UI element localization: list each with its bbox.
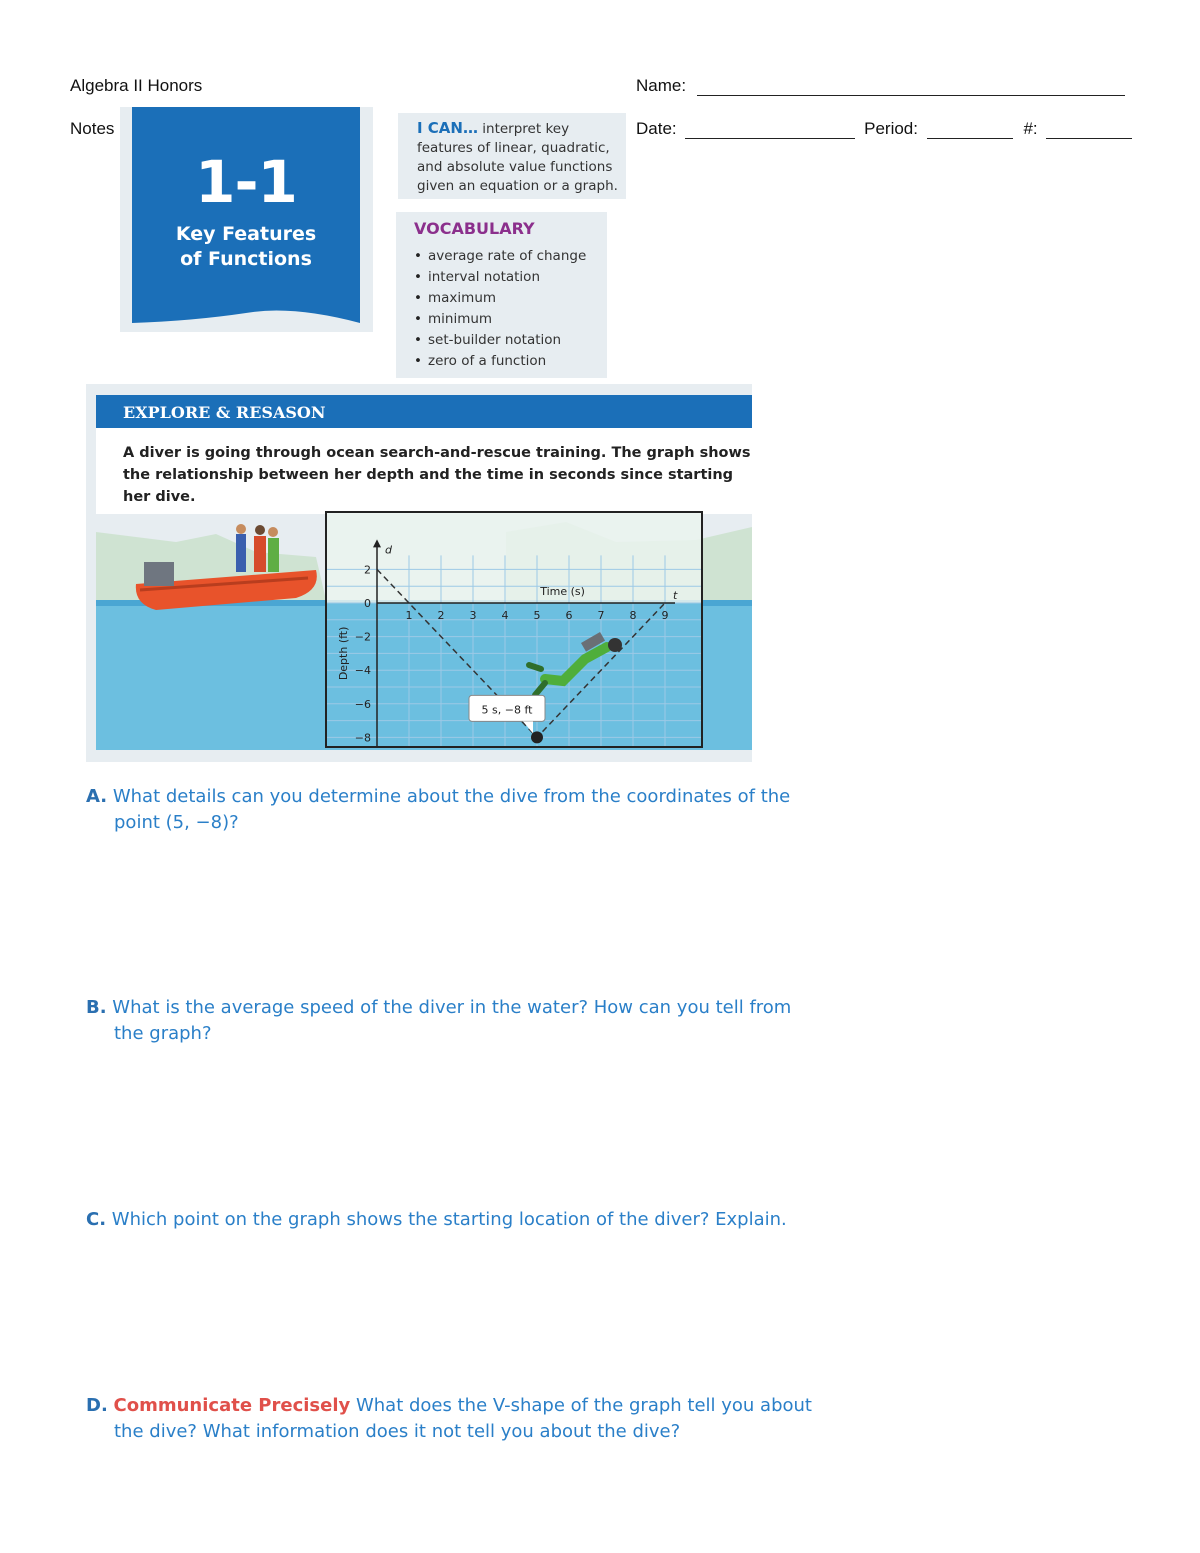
question-a (86, 784, 846, 836)
date-label: Date: (636, 119, 677, 138)
vocabulary-title: VOCABULARY (414, 219, 535, 238)
x-tick-label: 1 (405, 609, 413, 622)
lesson-title-line1: Key Features (175, 223, 317, 245)
explore-title: EXPLORE & RESASON (123, 403, 326, 422)
lesson-title (132, 222, 360, 272)
question-text-cont: point (5, −8)? (114, 812, 239, 833)
x-tick-label: 7 (597, 609, 605, 622)
y-tick-label: −8 (354, 731, 371, 745)
notes-label: Notes (70, 119, 115, 138)
y-tick-label: 2 (364, 563, 371, 577)
lesson-number: 1-1 (195, 148, 297, 216)
number-field[interactable] (1046, 120, 1132, 139)
vocab-item: • interval notation (414, 267, 586, 288)
vocab-item: • zero of a function (414, 351, 586, 372)
name-row (636, 76, 1125, 96)
name-label: Name: (636, 76, 687, 95)
question-c (86, 1207, 846, 1233)
data-point (531, 731, 543, 743)
x-tick-label: 8 (629, 609, 637, 622)
question-letter: C. (86, 1209, 107, 1230)
explore-intro-line2: the relationship between her depth and the time in seconds since starting (123, 467, 734, 483)
y-tick-label: 0 (364, 597, 371, 610)
vocab-item: • maximum (414, 288, 586, 309)
lesson-title-line2: of Functions (180, 248, 312, 270)
communicate-precisely-label: Communicate Precisely (113, 1395, 351, 1416)
question-text-cont: the dive? What information does it not tell you about the dive? (114, 1421, 681, 1442)
explore-intro-line3: her dive. (123, 489, 196, 505)
question-text: What is the average speed of the diver in the water? How can you tell from (112, 997, 792, 1018)
question-text: What details can you determine about the dive from the coordinates of the (112, 786, 791, 807)
period-field[interactable] (927, 120, 1013, 139)
annotation-label: 5 s, −8 ft (481, 703, 533, 717)
depth-time-graph (325, 511, 703, 748)
date-row (636, 119, 1132, 139)
question-letter: D. (86, 1395, 108, 1416)
answer-area-c[interactable] (86, 1244, 846, 1374)
ican-text (417, 119, 618, 196)
period-label: Period: (864, 119, 918, 138)
x-tick-label: 2 (437, 609, 445, 622)
x-tick-label: 6 (565, 609, 573, 622)
question-d (86, 1393, 846, 1445)
ican-line3: and absolute value functions (417, 159, 613, 175)
x-tick-label: 5 (533, 609, 541, 622)
x-tick-label: 9 (661, 609, 669, 622)
question-text: What does the V-shape of the graph tell you about (350, 1395, 812, 1416)
question-b (86, 995, 846, 1047)
answer-area-a[interactable] (86, 846, 846, 976)
answer-area-d[interactable] (86, 1456, 846, 1536)
ican-line4: given an equation or a graph. (417, 178, 618, 194)
ican-line1: interpret key (477, 121, 570, 137)
vocab-item: • set-builder notation (414, 330, 586, 351)
x-tick-label: 3 (469, 609, 477, 622)
number-label: #: (1023, 119, 1038, 138)
date-field[interactable] (685, 120, 855, 139)
explore-intro (123, 442, 751, 508)
lesson-banner (132, 107, 360, 325)
question-letter: A. (86, 786, 108, 807)
x-tick-label: 4 (501, 609, 509, 622)
ican-line2: features of linear, quadratic, (417, 140, 610, 156)
question-letter: B. (86, 997, 107, 1018)
y-axis-variable: d (385, 543, 392, 557)
y-tick-label: −4 (354, 664, 371, 678)
course-title: Algebra II Honors (70, 76, 203, 95)
graph-frame (325, 511, 703, 748)
y-axis-label: Depth (ft) (337, 626, 350, 681)
y-tick-label: −6 (354, 697, 371, 711)
question-text-cont: the graph? (114, 1023, 212, 1044)
x-axis-variable: t (673, 589, 678, 602)
x-axis-label: Time (s) (540, 585, 585, 598)
vocab-item: • minimum (414, 309, 586, 330)
answer-area-b[interactable] (86, 1058, 846, 1188)
ican-lead: I CAN… (417, 119, 478, 137)
y-tick-label: −2 (354, 630, 371, 644)
explore-intro-line1: A diver is going through ocean search-and-rescue training. The graph shows (123, 445, 751, 461)
vocabulary-list (414, 246, 586, 372)
name-field[interactable] (697, 77, 1125, 96)
question-text: Which point on the graph shows the starting location of the diver? Explain. (111, 1209, 787, 1230)
vocab-item: • average rate of change (414, 246, 586, 267)
